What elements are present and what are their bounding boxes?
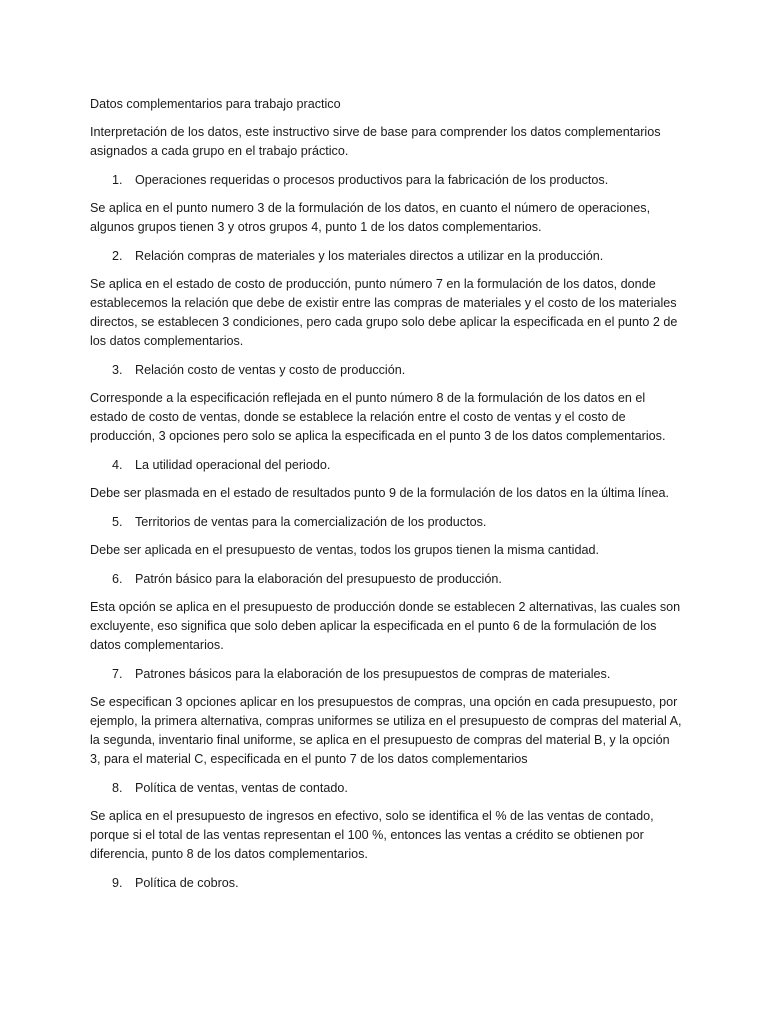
section-heading <box>90 665 682 684</box>
section-heading-text: Patrón básico para la elaboración del presupuesto de producción. <box>135 572 502 586</box>
section-heading <box>90 513 682 532</box>
section-heading-text: Relación costo de ventas y costo de producción. <box>135 363 406 377</box>
section-heading <box>90 456 682 475</box>
section-heading-text: La utilidad operacional del periodo. <box>135 458 331 472</box>
list-number: 3. <box>112 363 123 377</box>
section-heading-text: Política de cobros. <box>135 876 239 890</box>
section-heading <box>90 171 682 190</box>
section-body: Se especifican 3 opciones aplicar en los presupuestos de compras, una opción en cada presupuesto, por ejemplo, la primera alternativa, compras uniformes se utiliza en el presupuesto de compras del material A, la segunda, inventario final uniforme, se aplica en el presupuesto de compras del material B, y la opción 3, para el material C, especificada en el punto 7 de los datos complementarios <box>90 695 682 766</box>
list-number: 1. <box>112 173 123 187</box>
section-body: Debe ser aplicada en el presupuesto de ventas, todos los grupos tienen la misma cantidad. <box>90 543 599 557</box>
section-heading <box>90 874 682 893</box>
section-heading <box>90 779 682 798</box>
section-body: Se aplica en el presupuesto de ingresos en efectivo, solo se identifica el % de las ventas de contado, porque si el total de las ventas representan el 100 %, entonces las ventas a crédito se obtienen por diferencia, punto 8 de los datos complementarios. <box>90 809 654 861</box>
section-heading <box>90 361 682 380</box>
section-heading <box>90 570 682 589</box>
list-number: 9. <box>112 876 123 890</box>
section-body: Debe ser plasmada en el estado de resultados punto 9 de la formulación de los datos en la última línea. <box>90 486 669 500</box>
section-body: Se aplica en el punto numero 3 de la formulación de los datos, en cuanto el número de operaciones, algunos grupos tienen 3 y otros grupos 4, punto 1 de los datos complementarios. <box>90 201 651 234</box>
document-title: Datos complementarios para trabajo practico <box>90 97 341 111</box>
section-body: Esta opción se aplica en el presupuesto de producción donde se establecen 2 alternativas, las cuales son excluyente, eso significa que solo deben aplicar la especificada en el punto 6 de la formulación de los datos complementarios. <box>90 600 681 652</box>
list-number: 4. <box>112 458 123 472</box>
section-heading-text: Patrones básicos para la elaboración de los presupuestos de compras de materiales. <box>135 667 611 681</box>
list-number: 6. <box>112 572 123 586</box>
section-heading-text: Relación compras de materiales y los materiales directos a utilizar en la producción. <box>135 249 604 263</box>
section-heading-text: Operaciones requeridas o procesos productivos para la fabricación de los productos. <box>135 173 609 187</box>
section-heading-text: Territorios de ventas para la comercialización de los productos. <box>135 515 487 529</box>
section-body: Corresponde a la especificación reflejada en el punto número 8 de la formulación de los datos en el estado de costo de ventas, donde se establece la relación entre el costo de ventas y el costo de producción, 3 opciones pero solo se aplica la especificada en el punto 3 de los datos complementarios. <box>90 391 666 443</box>
list-number: 5. <box>112 515 123 529</box>
list-number: 8. <box>112 781 123 795</box>
section-body: Se aplica en el estado de costo de producción, punto número 7 en la formulación de los datos, donde establecemos la relación que debe de existir entre las compras de materiales y el costo de los materiales directos, se establecen 3 condiciones, pero cada grupo solo debe aplicar la especificada en el punto 2 de los datos complementarios. <box>90 277 678 348</box>
section-heading-text: Política de ventas, ventas de contado. <box>135 781 348 795</box>
list-number: 2. <box>112 249 123 263</box>
list-number: 7. <box>112 667 123 681</box>
intro-paragraph: Interpretación de los datos, este instructivo sirve de base para comprender los datos complementarios asignados a cada grupo en el trabajo práctico. <box>90 125 661 158</box>
section-heading <box>90 247 682 266</box>
document-page <box>90 95 682 902</box>
